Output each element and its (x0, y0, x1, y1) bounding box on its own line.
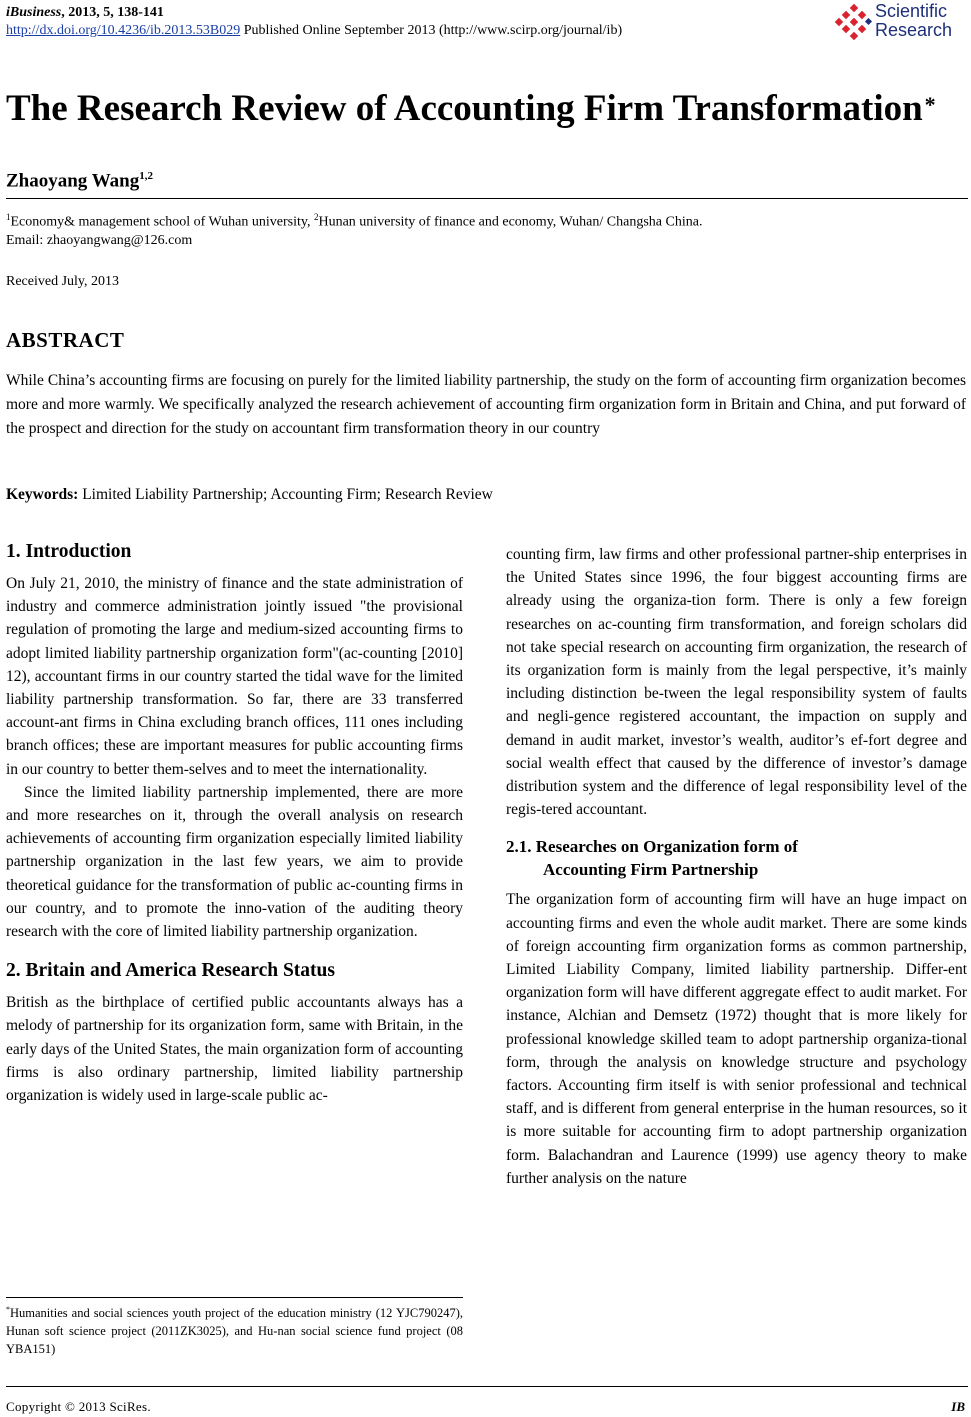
affil-text-1: Economy& management school of Wuhan university, (10, 214, 314, 230)
journal-abbreviation: IB (951, 1399, 965, 1414)
abstract-heading: ABSTRACT (6, 328, 125, 352)
right-paragraph-1: counting firm, law firms and other professional partner-ship enterprises in the United States since 1996, the four biggest accounting firms are already using the organiza-tion form. There is only a few foreign researches on ac-counting firm transformation, and foreign scholars did not take special research on accounting firm organization, the research of its organization form is mainly from the legal perspective, it’s mainly including distinction be-tween the legal responsibility system of faults and negli-gence registered accountant, the impaction on supply and demand in audit market, investor’s wealth, auditor’s ef-fort degree and social wealth effect that caused by the difference of investor’s damage distribution system and the difference of legal responsibility level of the regis-tered accountant. (506, 546, 967, 819)
scientific-research-logo (835, 2, 965, 42)
doi-link[interactable]: http://dx.doi.org/10.4236/ib.2013.53B029 (6, 23, 241, 38)
section-2-paragraph-1: British as the birthplace of certified public accountants always has a melody of partnership for its organization form, same with Britain, in the early days of the United States, the main organization form of accounting firms is also ordinary partnership, limited liability partnership organization is widely used in large-scale public ac- (6, 994, 463, 1105)
subsection-title-line-1: Researches on Organization form of (535, 837, 798, 857)
author-email: Email: zhaoyangwang@126.com (6, 233, 193, 248)
title-footnote-mark: * (924, 92, 936, 117)
journal-name: iBusiness (6, 5, 62, 20)
logo-line-2: Research (875, 20, 953, 40)
author-name (6, 170, 153, 192)
keywords (6, 485, 493, 505)
section-1-heading: 1. Introduction (6, 541, 132, 562)
right-column (506, 543, 967, 1190)
footer-divider (6, 1386, 968, 1387)
subsection-2-1-heading (506, 835, 967, 881)
logo-line-1: Scientific (875, 1, 948, 21)
copyright: Copyright © 2013 SciRes. (6, 1399, 151, 1414)
paper-title-text: The Research Review of Accounting Firm Transformation (6, 88, 923, 129)
abstract-text: While China’s accounting firms are focusing on purely for the limited liability partnership, the study on the form of accounting firm organization becomes more and more warmly. We specifically analyzed the research achievement of accounting firm organization form in Britain and China, and put forward of the prospect and direction for the study on accountant firm transformation theory in our country (6, 372, 966, 437)
right-paragraph-2: The organization form of accounting firm will have an huge impact on accounting firms and even the whole audit market. There are some kinds of foreign accounting firm organization forms as common partnership, Limited Liability Company, limited liability partnership. Differ-ent organization form will have different aggregate effect to audit market. For instance, Alchian and Demsetz (1972) thought that is more likely for professional knowledge skilled team to adopt partnership organiza-tional form, through the analysis on knowledge structure and psychology factors. Accounting firm itself is with senior professional and technical staff, and is different from general enterprise in the human resources, so it is more suitable for accounting firm to adopt partnership organization form. Balachandran and Laurence (1999) use agency theory to make further analysis on the nature (506, 891, 967, 1187)
publication-info: Published Online September 2013 (http://www.scirp.org/journal/ib) (240, 23, 623, 38)
keywords-list: Limited Liability Partnership; Accounting Firm; Research Review (78, 486, 493, 503)
paper-title (6, 84, 966, 134)
section-1-paragraph-1: On July 21, 2010, the ministry of finance and the state administration of industry and commerce administration jointly issued "the provisional regulation of promoting the large and medium-sized accounting firms to adopt limited liability partnership organization form"(ac-counting [2010] 12), accountant firms in our country started the tidal wave for the limited liability partnership transformation. So far, there are 33 transferred account-ant firms in China excluding branch offices, 111 ones including branch offices; these are important measures for public accounting firms in our country to better them-selves and to meet the internationality. (6, 575, 463, 778)
logo-text (875, 2, 952, 40)
section-1-paragraph-2: Since the limited liability partnership implemented, there are more and more researches on it, through the overall analysis on research achievements of accounting firm organization especially limited liability partnership organization in the last few years, we aim to provide theoretical guidance for the transformation of public ac-counting firms in our country, and to promote the inno-vation of the auditing theory research with the core of limited liability partnership organization. (6, 783, 463, 941)
author-affil-marks: 1,2 (139, 170, 153, 182)
subsection-number: 2.1. (506, 837, 532, 857)
subsection-title-line-2: Accounting Firm Partnership (543, 860, 759, 880)
footnote-divider (6, 1297, 463, 1298)
logo-mark-icon (835, 4, 873, 42)
footnote-text: Humanities and social sciences youth project of the education ministry (12 YJC790247), Hunan soft science project (2011ZK3025), and Hu-nan social science fund project (08 YBA151) (6, 1306, 463, 1357)
doi-line (6, 22, 622, 39)
affiliation (6, 208, 702, 232)
affil-mark-2: 2 (313, 212, 319, 222)
journal-citation (6, 4, 164, 21)
affil-mark-1: 1 (6, 212, 11, 222)
footnote-mark: * (6, 1305, 10, 1314)
keywords-label: Keywords: (6, 486, 79, 503)
journal-volume: , 2013, 5, 138-141 (61, 5, 164, 20)
author-text: Zhaoyang Wang (6, 170, 140, 192)
received-date: Received July, 2013 (6, 274, 120, 289)
header-divider (6, 198, 968, 199)
left-column (6, 540, 463, 1107)
affil-text-2: Hunan university of finance and economy, Wuhan/ Changsha China. (318, 214, 703, 230)
funding-footnote (6, 1301, 463, 1358)
section-2-heading: 2. Britain and America Research Status (6, 960, 335, 982)
